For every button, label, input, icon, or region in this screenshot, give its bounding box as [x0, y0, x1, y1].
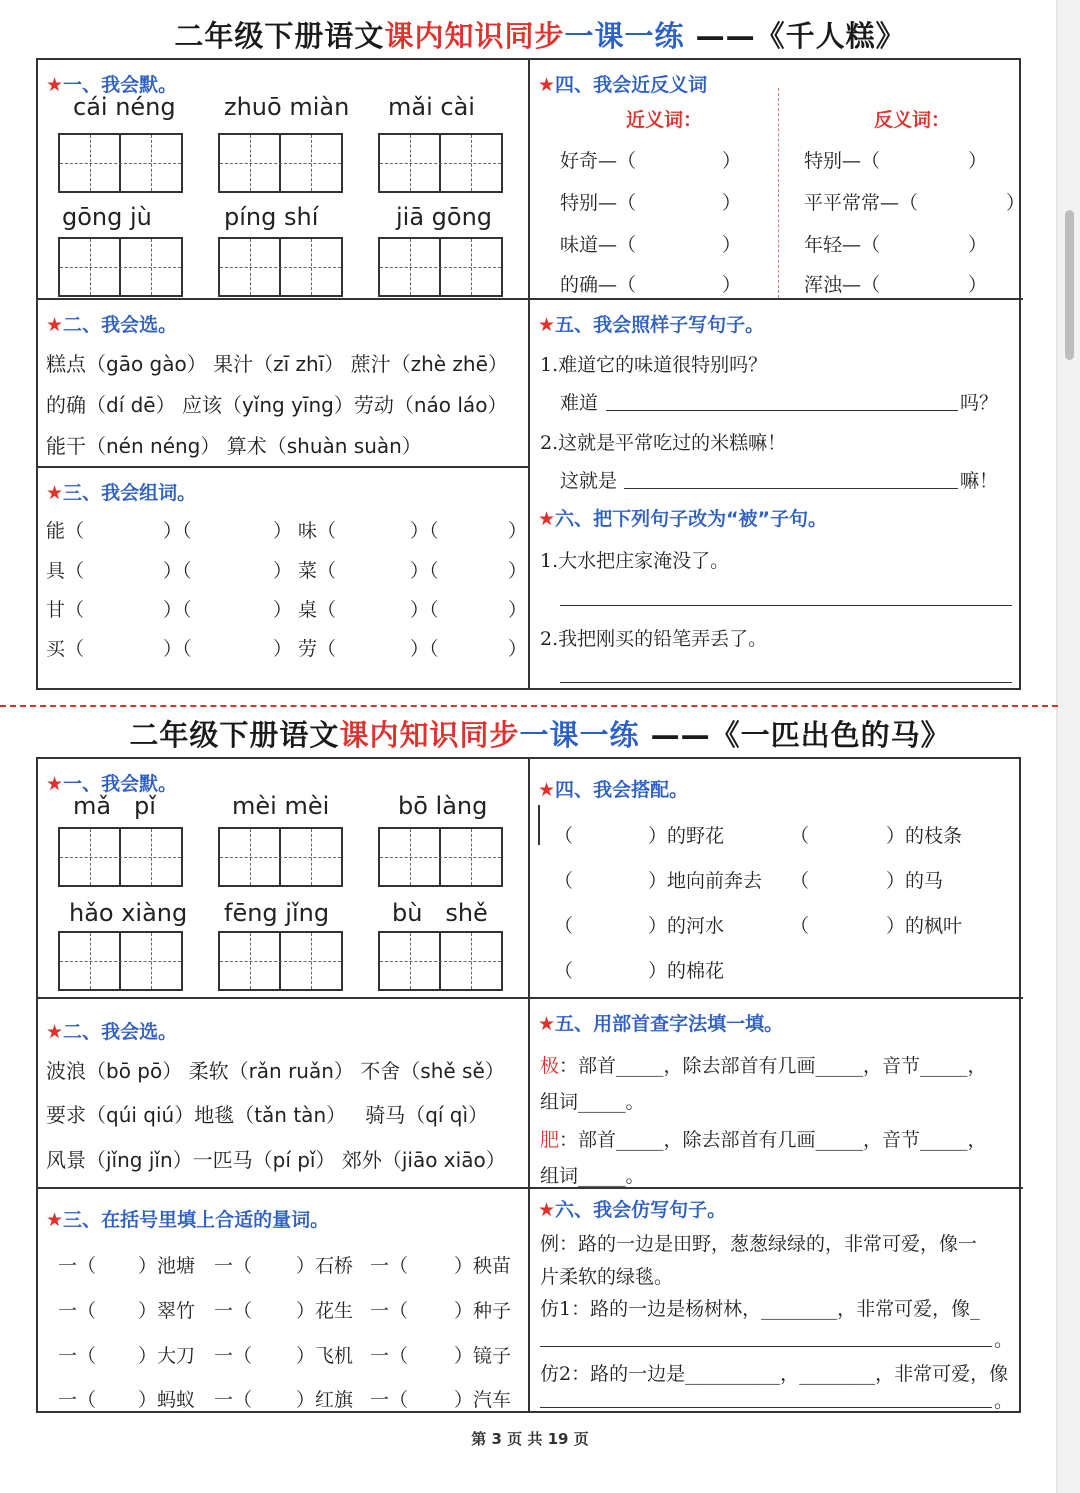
word-group-cell: ） 劳（ — [273, 638, 337, 660]
word-group-cell: ） — [508, 560, 528, 582]
word-group-cell: ） — [508, 638, 528, 660]
word-group-cell: ） 味（ — [273, 520, 337, 542]
bracket: ） — [1006, 192, 1026, 214]
synonym-item: 特别—（ — [560, 192, 637, 214]
bracket: ） — [722, 192, 742, 214]
section-heading: ★四、我会近反义词 — [538, 74, 708, 96]
match-cell: ）的野花 — [648, 825, 725, 847]
measure-cell: 一（ — [58, 1389, 97, 1411]
pinyin: bù shě — [392, 899, 488, 927]
word-group-cell: ） 菜（ — [273, 560, 337, 582]
bracket: ） — [968, 274, 988, 296]
word-group-cell: ）（ — [163, 560, 192, 582]
match-cell: ）地向前奔去 — [648, 870, 763, 892]
section-heading: ★六、把下列句子改为“被”子句。 — [538, 508, 828, 530]
writing-grid[interactable] — [218, 237, 343, 297]
measure-cell: 一（ — [58, 1345, 97, 1367]
measure-cell: ）石桥 — [296, 1255, 354, 1277]
writing-grid[interactable] — [378, 133, 503, 193]
pinyin: jiā gōng — [396, 203, 493, 231]
answer-prefix: 难道 — [560, 392, 599, 414]
section-heading: ★二、我会选。 — [46, 314, 178, 336]
bracket: ） — [968, 150, 988, 172]
worksheet1-frame — [36, 58, 1026, 690]
question: 2.这就是平常吃过的米糕嘛！ — [540, 432, 787, 454]
radical-line: 肥：部首_____，除去部首有几画_____，音节_____， — [540, 1129, 987, 1151]
section-heading: ★一、我会默。 — [46, 74, 178, 96]
word-group-cell: ）（ — [410, 599, 439, 621]
match-cell: （ — [554, 870, 574, 892]
word-group-cell: 能（ — [46, 520, 85, 542]
divider — [38, 466, 528, 468]
pinyin: bō làng — [398, 792, 488, 820]
period: 。 — [994, 1329, 1014, 1351]
writing-grid[interactable] — [218, 827, 343, 887]
measure-cell: ）种子 — [454, 1300, 512, 1322]
pinyin: mǎ pǐ — [73, 792, 156, 820]
title-part: 一课一练 — [564, 19, 685, 53]
match-cell: （ — [554, 960, 574, 982]
answer-line[interactable] — [606, 410, 958, 411]
pinyin: mèi mèi — [232, 792, 330, 820]
worksheet1-title — [0, 14, 1080, 55]
answer-line[interactable] — [540, 1407, 992, 1408]
choice-line: 的确（dí dē） 应该（yǐng yīng）劳动（náo láo） — [46, 393, 508, 417]
writing-grid[interactable] — [58, 237, 183, 297]
match-cell: （ — [790, 915, 810, 937]
writing-grid[interactable] — [378, 237, 503, 297]
word-group-cell: ）（ — [163, 599, 192, 621]
measure-cell: ）秧苗 — [454, 1255, 512, 1277]
divider — [528, 759, 530, 1411]
synonym-heading: 近义词： — [626, 109, 703, 131]
measure-cell: 一（ — [58, 1255, 97, 1277]
title-part: ——《一匹出色的马》 — [639, 718, 951, 752]
match-cell: （ — [554, 915, 574, 937]
match-cell: ）的棉花 — [648, 960, 725, 982]
antonym-item: 浑浊—（ — [804, 274, 881, 296]
section-heading: ★三、我会组词。 — [46, 482, 197, 504]
antonym-heading: 反义词： — [874, 109, 951, 131]
cursor-bar — [538, 805, 540, 845]
divider — [528, 60, 530, 688]
match-cell: ）的枝条 — [886, 825, 963, 847]
word-group-cell: 买（ — [46, 638, 85, 660]
word-group-cell: ） 桌（ — [273, 599, 337, 621]
answer-line[interactable] — [560, 605, 1012, 606]
section-heading: ★四、我会搭配。 — [538, 779, 689, 801]
match-cell: ）的枫叶 — [886, 915, 963, 937]
measure-cell: ）镜子 — [454, 1345, 512, 1367]
measure-cell: ）飞机 — [296, 1345, 354, 1367]
page-footer: 第 3 页 共 19 页 — [471, 1430, 589, 1448]
writing-grid[interactable] — [218, 931, 343, 991]
measure-cell: 一（ — [214, 1300, 253, 1322]
match-cell: ）的河水 — [648, 915, 725, 937]
example-line: 例：路的一边是田野，葱葱绿绿的，非常可爱，像一 — [540, 1233, 978, 1255]
title-part: ——《千人糕》 — [684, 19, 906, 53]
match-cell: （ — [790, 870, 810, 892]
measure-cell: 一（ — [370, 1345, 409, 1367]
radical-line: 组词_____。 — [540, 1091, 645, 1113]
measure-cell: 一（ — [214, 1255, 253, 1277]
choice-line: 糕点（gāo gào） 果汁（zī zhī） 蔗汁（zhè zhē） — [46, 352, 508, 376]
section-heading: ★三、在括号里填上合适的量词。 — [46, 1209, 330, 1231]
pinyin: píng shí — [224, 203, 319, 231]
pinyin: zhuō miàn — [224, 93, 350, 121]
pinyin: mǎi cài — [388, 93, 475, 121]
pinyin: gōng jù — [62, 203, 152, 231]
pinyin: cái néng — [73, 93, 176, 121]
divider — [778, 88, 779, 298]
word-group-cell: ）（ — [410, 560, 439, 582]
word-group-cell: 具（ — [46, 560, 85, 582]
title-part: 二年级下册语文 — [129, 718, 340, 752]
measure-cell: 一（ — [58, 1300, 97, 1322]
measure-cell: ）汽车 — [454, 1389, 512, 1411]
worksheet2-frame — [36, 757, 1021, 1413]
answer-line[interactable] — [624, 488, 958, 489]
bracket: ） — [722, 274, 742, 296]
answer-suffix: 吗？ — [960, 392, 999, 414]
imitation-line: 仿2：路的一边是__________，________，非常可爱，像 — [540, 1363, 1009, 1385]
divider — [38, 1187, 1023, 1189]
choice-line: 要求（qúi qiú）地毯（tǎn tàn） 骑马（qí qì） — [46, 1103, 489, 1127]
section-heading: ★六、我会仿写句子。 — [538, 1199, 727, 1221]
word-group-cell: ）（ — [410, 520, 439, 542]
measure-cell: 一（ — [370, 1255, 409, 1277]
match-cell: （ — [554, 825, 574, 847]
page-separator — [0, 705, 1058, 707]
answer-line[interactable] — [560, 682, 1012, 683]
pinyin: fēng jǐng — [224, 899, 330, 927]
question: 1.大水把庄家淹没了。 — [540, 550, 730, 572]
measure-cell: 一（ — [370, 1300, 409, 1322]
question: 1.难道它的味道很特别吗？ — [540, 354, 768, 376]
choice-line: 能干（nén néng） 算术（shuàn suàn） — [46, 434, 422, 458]
imitation-line: 仿1：路的一边是杨树林，________，非常可爱，像_ — [540, 1298, 980, 1320]
word-group-cell: ）（ — [410, 638, 439, 660]
title-part: 课内知识同步 — [384, 19, 565, 53]
pinyin: hǎo xiàng — [69, 899, 188, 927]
antonym-item: 年轻—（ — [804, 234, 881, 256]
answer-prefix: 这就是 — [560, 470, 618, 492]
radical-line: 组词_____。 — [540, 1165, 645, 1187]
section-heading: ★二、我会选。 — [46, 1021, 178, 1043]
writing-grid[interactable] — [378, 931, 503, 991]
measure-cell: ）池塘 — [138, 1255, 196, 1277]
divider — [38, 298, 1023, 300]
title-part: 二年级下册语文 — [174, 19, 385, 53]
measure-cell: ）翠竹 — [138, 1300, 196, 1322]
example-line: 片柔软的绿毯。 — [540, 1266, 674, 1288]
word-group-cell: 甘（ — [46, 599, 85, 621]
answer-line[interactable] — [540, 1346, 992, 1347]
measure-cell: 一（ — [214, 1389, 253, 1411]
title-part: 一课一练 — [519, 718, 640, 752]
section-heading: ★一、我会默。 — [46, 773, 178, 795]
word-group-cell: ） — [508, 520, 528, 542]
bracket: ） — [968, 234, 988, 256]
measure-cell: ）红旗 — [296, 1389, 354, 1411]
synonym-item: 味道—（ — [560, 234, 637, 256]
writing-grid[interactable] — [58, 133, 183, 193]
writing-grid[interactable] — [58, 931, 183, 991]
measure-cell: 一（ — [214, 1345, 253, 1367]
period: 。 — [994, 1390, 1014, 1412]
synonym-item: 的确—（ — [560, 274, 637, 296]
word-group-cell: ）（ — [163, 520, 192, 542]
section-heading: ★五、用部首查字法填一填。 — [538, 1013, 784, 1035]
bracket: ） — [722, 150, 742, 172]
choice-line: 风景（jǐng jǐn）一匹马（pí pǐ） 郊外（jiāo xiāo） — [46, 1148, 506, 1172]
synonym-item: 好奇—（ — [560, 150, 637, 172]
antonym-item: 特别—（ — [804, 150, 881, 172]
choice-line: 波浪（bō pō） 柔软（rǎn ruǎn） 不舍（shě sě） — [46, 1059, 505, 1083]
word-group-cell: ） — [508, 599, 528, 621]
title-part: 课内知识同步 — [339, 718, 520, 752]
measure-cell: 一（ — [370, 1389, 409, 1411]
bracket: ） — [722, 234, 742, 256]
match-cell: （ — [790, 825, 810, 847]
answer-suffix: 嘛！ — [960, 470, 999, 492]
writing-grid[interactable] — [218, 133, 343, 193]
antonym-item: 平平常常—（ — [804, 192, 919, 214]
question: 2.我把刚买的铅笔弄丢了。 — [540, 628, 768, 650]
radical-line: 极：部首_____，除去部首有几画_____，音节_____， — [540, 1055, 987, 1077]
section-heading: ★五、我会照样子写句子。 — [538, 314, 765, 336]
worksheet2-title — [0, 713, 1080, 754]
divider — [38, 997, 1023, 999]
writing-grid[interactable] — [58, 827, 183, 887]
scrollbar-thumb[interactable] — [1065, 210, 1074, 360]
measure-cell: ）花生 — [296, 1300, 354, 1322]
word-group-cell: ）（ — [163, 638, 192, 660]
match-cell: ）的马 — [886, 870, 944, 892]
measure-cell: ）蚂蚁 — [138, 1389, 196, 1411]
measure-cell: ）大刀 — [138, 1345, 196, 1367]
writing-grid[interactable] — [378, 827, 503, 887]
